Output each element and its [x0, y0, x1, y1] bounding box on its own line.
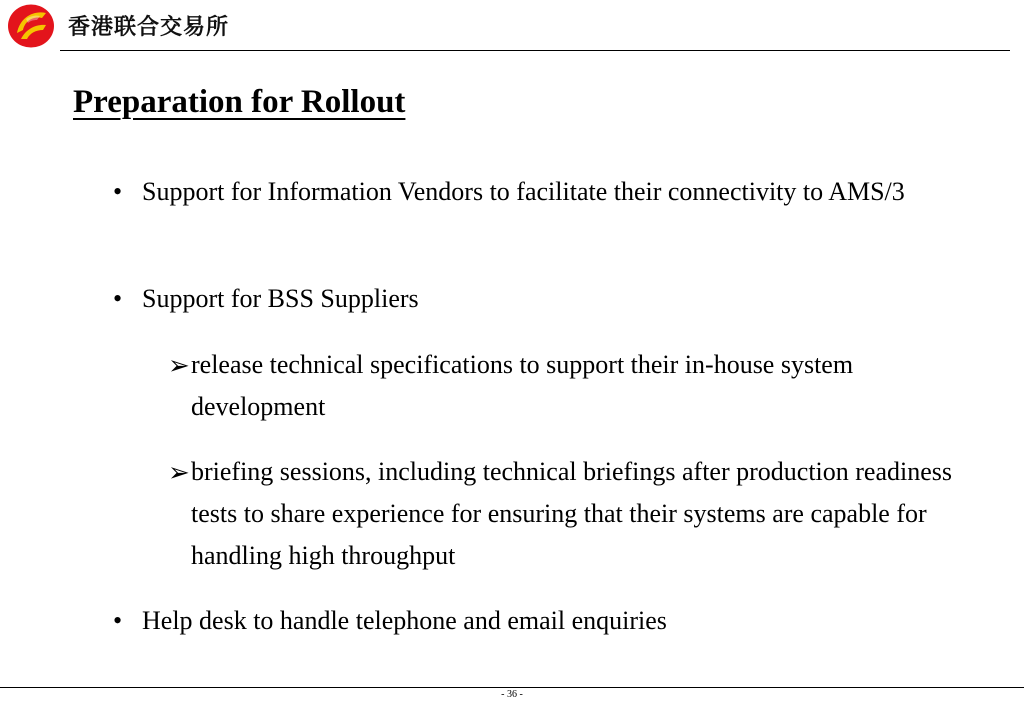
arrow-bullet-icon: ➢ [168, 351, 190, 380]
bullet-item-help-desk [113, 600, 973, 642]
bullet-marker: • [113, 284, 123, 313]
slide-title: Preparation for Rollout [73, 84, 406, 120]
organization-name: 香港联合交易所 [68, 14, 230, 40]
bullet-text: Support for BSS Suppliers [142, 284, 419, 313]
bullet-text: Support for Information Vendors to facilitate their connectivity to AMS/3 [142, 177, 905, 206]
bullet-item-information-vendors [113, 171, 973, 213]
bullet-marker: • [113, 606, 123, 635]
sub-bullet-item-briefing-sessions [168, 451, 968, 577]
sub-bullet-text: briefing sessions, including technical briefings after production readiness tests to share experience for ensuring that their systems are capable for handling high throughput [191, 457, 953, 570]
page-number: - 36 - [501, 689, 523, 700]
sub-bullet-text: release technical specifications to support their in-house system development [191, 350, 854, 421]
footer-divider [0, 687, 1024, 688]
bullet-text: Help desk to handle telephone and email enquiries [142, 606, 667, 635]
bullet-marker: • [113, 177, 123, 206]
sub-bullet-item-technical-specifications [168, 344, 968, 428]
bullet-item-bss-suppliers [113, 278, 973, 320]
arrow-bullet-icon: ➢ [168, 458, 190, 487]
